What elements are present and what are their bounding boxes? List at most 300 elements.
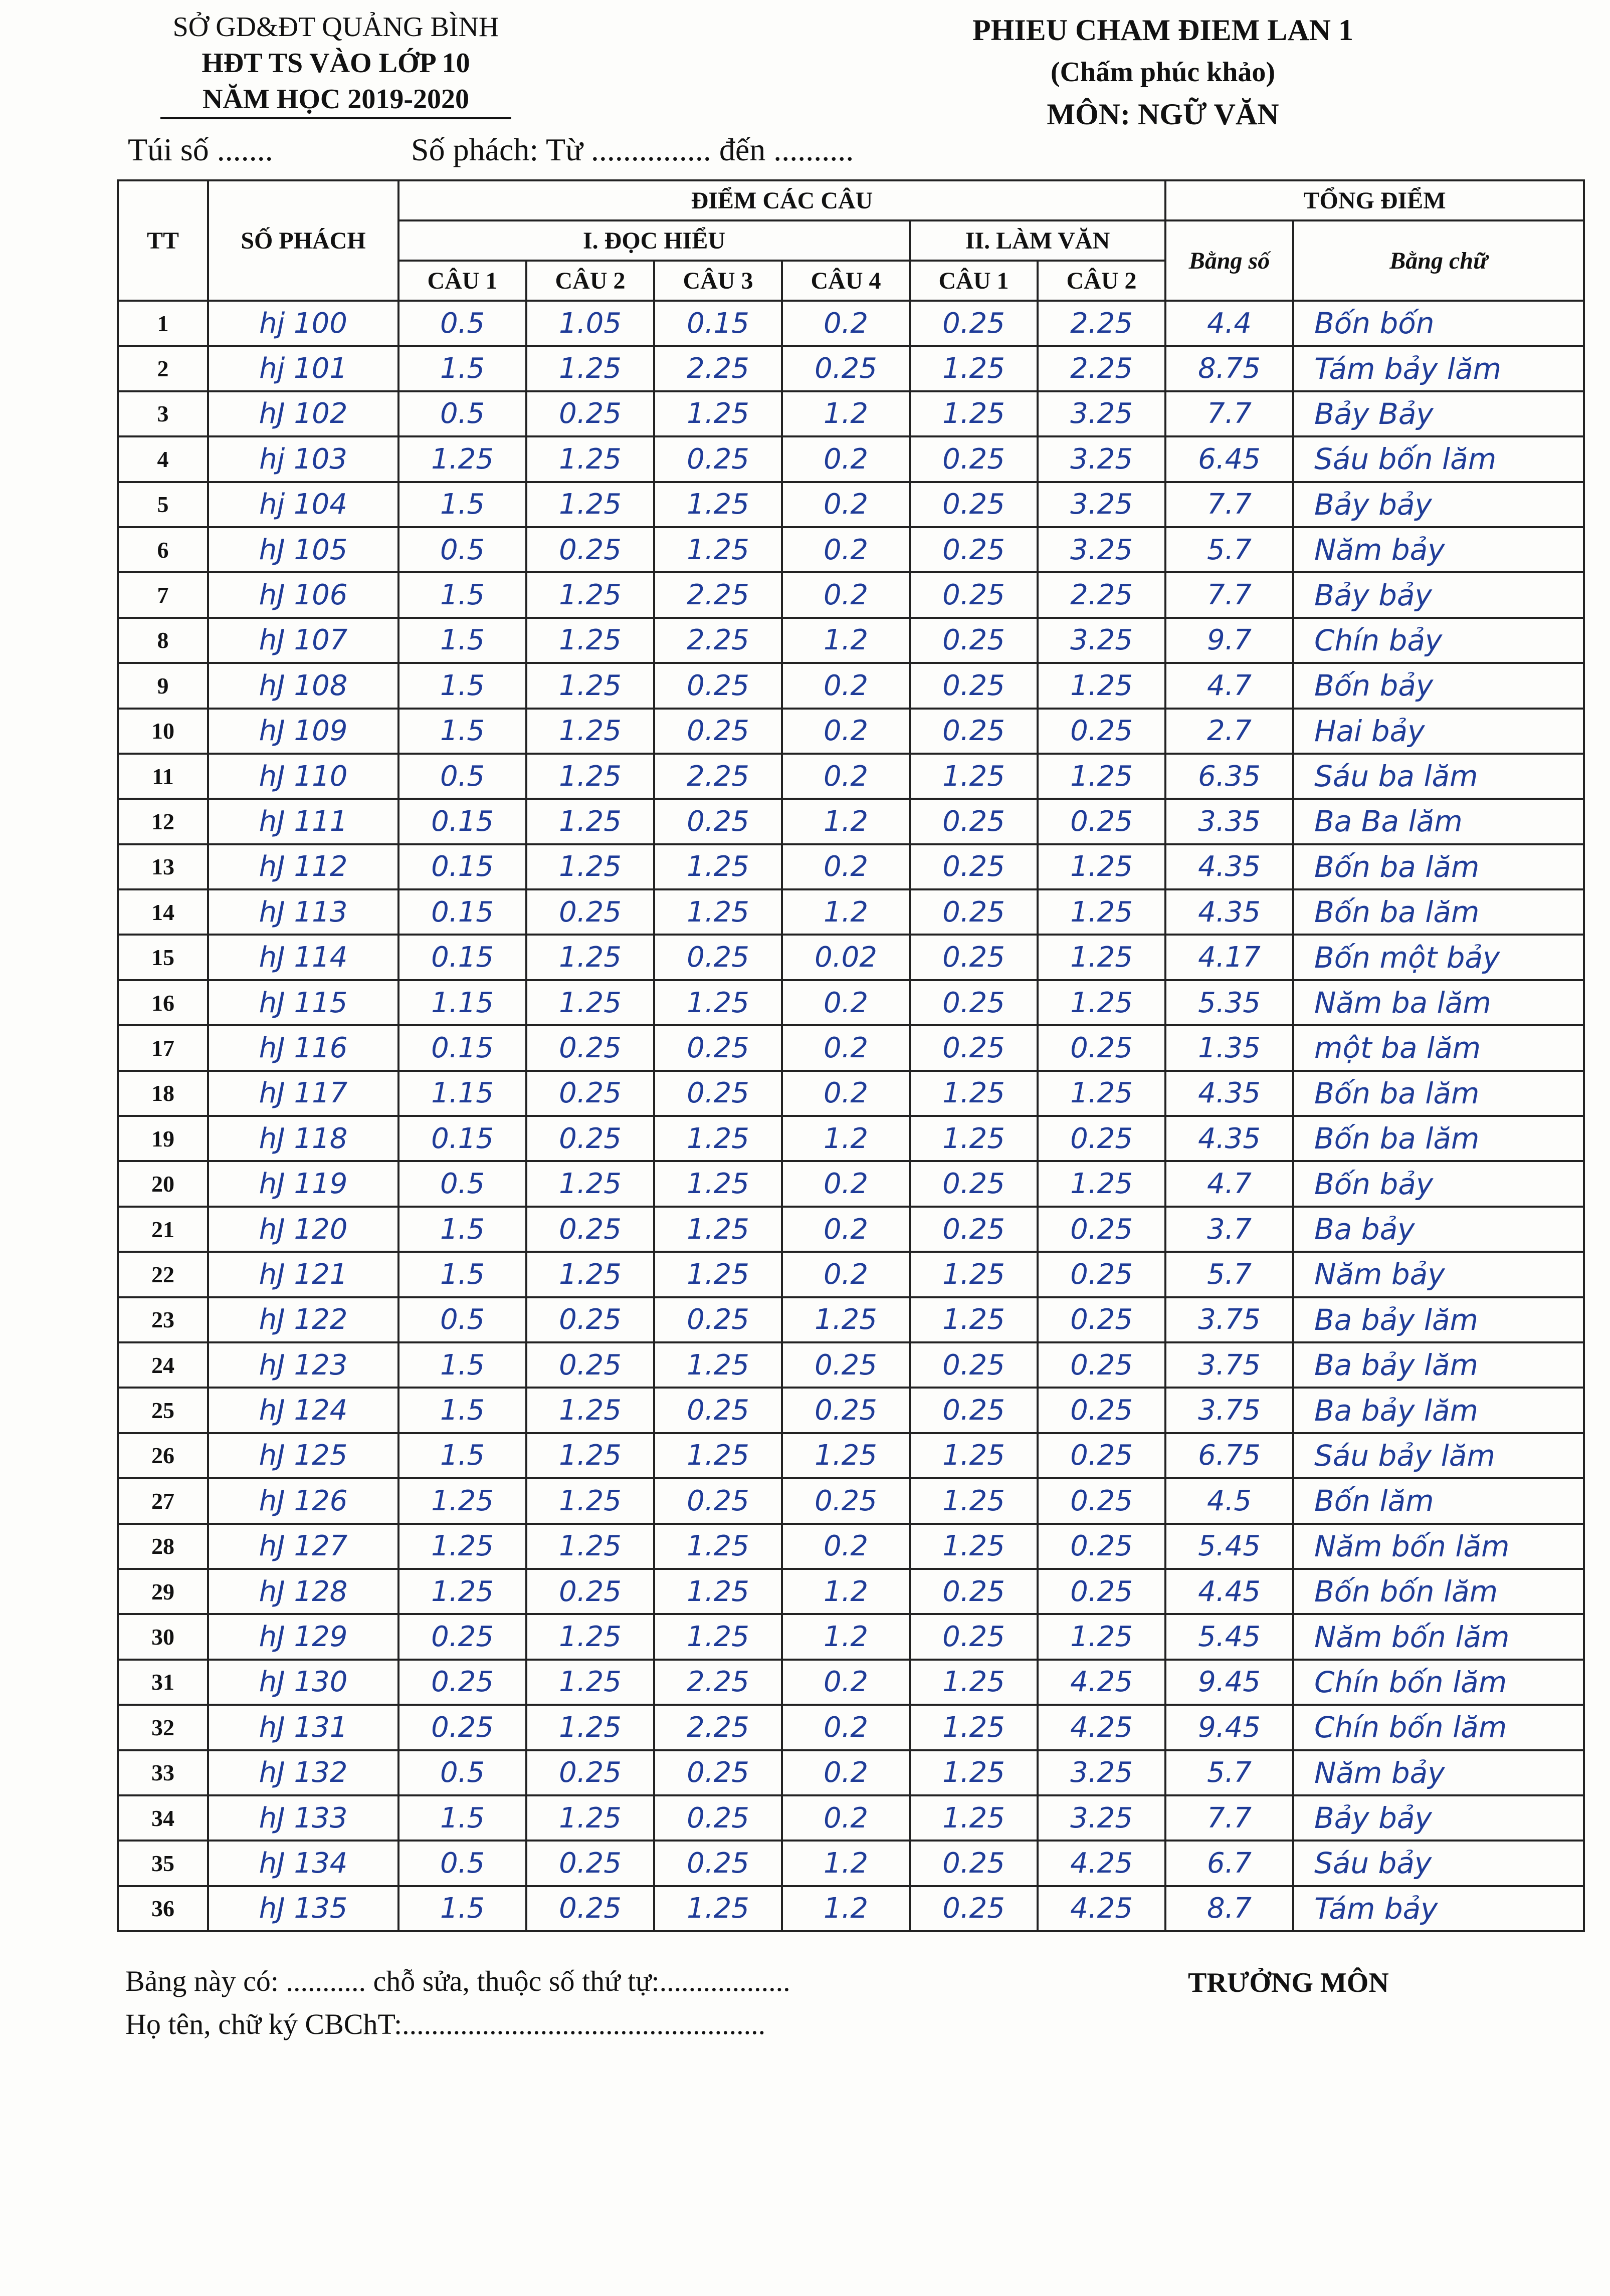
row-number: 9: [118, 663, 208, 708]
reading-q4-score: 0.25: [782, 1342, 910, 1388]
table-row: [118, 709, 1584, 754]
writing-q1-score: 0.25: [910, 799, 1038, 844]
reading-q2-score: 1.25: [526, 482, 654, 527]
total-words: Bốn bốn: [1293, 301, 1584, 346]
slip-code: hJ 107: [208, 618, 398, 663]
total-number: 4.17: [1165, 935, 1293, 980]
writing-q2-score: 0.25: [1038, 1116, 1165, 1161]
writing-q1-score: 0.25: [910, 1841, 1038, 1886]
reading-q2-score: 1.25: [526, 1433, 654, 1478]
total-words: Ba bảy lăm: [1293, 1297, 1584, 1342]
reading-q4-header: CÂU 4: [782, 261, 910, 301]
reading-q1-score: 1.5: [398, 1342, 526, 1388]
reading-q2-score: 1.25: [526, 799, 654, 844]
reading-q1-score: 0.25: [398, 1660, 526, 1705]
subject-label: MÔN: NGỮ VĂN: [1047, 98, 1279, 131]
reading-q3-score: 2.25: [654, 618, 782, 663]
slip-code: hJ 105: [208, 527, 398, 572]
total-words: Năm bảy: [1293, 527, 1584, 572]
total-number: 9.45: [1165, 1660, 1293, 1705]
total-words: Bảy Bảy: [1293, 391, 1584, 436]
writing-q2-score: 3.25: [1038, 618, 1165, 663]
reading-q3-score: 1.25: [654, 1252, 782, 1297]
writing-q1-score: 1.25: [910, 1524, 1038, 1569]
reading-q4-score: 1.2: [782, 391, 910, 436]
reading-q4-score: 0.2: [782, 980, 910, 1025]
reading-q3-score: 2.25: [654, 754, 782, 799]
writing-q1-score: 0.25: [910, 1342, 1038, 1388]
reading-q1-score: 1.5: [398, 1388, 526, 1433]
reading-q3-score: 0.25: [654, 1795, 782, 1841]
writing-q2-score: 0.25: [1038, 1524, 1165, 1569]
department-name: SỞ GD&ĐT QUẢNG BÌNH: [172, 12, 499, 43]
writing-q2-score: 3.25: [1038, 436, 1165, 482]
total-words: Năm bốn lăm: [1293, 1614, 1584, 1659]
form-title-block: [912, 9, 1414, 135]
writing-q2-score: 2.25: [1038, 346, 1165, 391]
row-number: 29: [118, 1569, 208, 1614]
writing-q2-score: 0.25: [1038, 1569, 1165, 1614]
reading-q2-score: 1.25: [526, 754, 654, 799]
reading-q2-score: 0.25: [526, 391, 654, 436]
reading-q3-score: 2.25: [654, 346, 782, 391]
writing-q1-score: 0.25: [910, 1886, 1038, 1931]
writing-q2-score: 1.25: [1038, 663, 1165, 708]
reading-q4-score: 0.2: [782, 482, 910, 527]
row-number: 24: [118, 1342, 208, 1388]
reading-q2-score: 0.25: [526, 1841, 654, 1886]
col-code-header: SỐ PHÁCH: [208, 180, 398, 301]
writing-q1-score: 0.25: [910, 482, 1038, 527]
reading-q1-score: 1.5: [398, 572, 526, 617]
slip-code: hJ 120: [208, 1207, 398, 1252]
writing-q2-score: 3.25: [1038, 527, 1165, 572]
reading-q2-header: CÂU 2: [526, 261, 654, 301]
total-number: 5.45: [1165, 1614, 1293, 1659]
reading-q2-score: 0.25: [526, 1207, 654, 1252]
total-number: 5.7: [1165, 527, 1293, 572]
total-words: Chín bốn lăm: [1293, 1705, 1584, 1750]
reading-q4-score: 0.2: [782, 844, 910, 889]
reading-q3-score: 0.25: [654, 1841, 782, 1886]
row-number: 7: [118, 572, 208, 617]
table-row: [118, 572, 1584, 617]
writing-q1-score: 1.25: [910, 754, 1038, 799]
table-row: [118, 1207, 1584, 1252]
table-row: [118, 1524, 1584, 1569]
writing-q2-score: 1.25: [1038, 1614, 1165, 1659]
writing-q1-score: 0.25: [910, 301, 1038, 346]
slip-code: hJ 132: [208, 1750, 398, 1795]
col-tt-header: TT: [118, 180, 208, 301]
table-row: [118, 482, 1584, 527]
reading-q4-score: 1.2: [782, 1116, 910, 1161]
writing-q2-score: 0.25: [1038, 1025, 1165, 1070]
row-number: 15: [118, 935, 208, 980]
writing-q1-score: 1.25: [910, 1795, 1038, 1841]
reading-q2-score: 1.25: [526, 618, 654, 663]
reading-q1-score: 0.5: [398, 391, 526, 436]
reading-q3-score: 0.25: [654, 1750, 782, 1795]
row-number: 31: [118, 1660, 208, 1705]
total-words: Bốn bảy: [1293, 1161, 1584, 1206]
slip-code: hJ 116: [208, 1025, 398, 1070]
writing-q1-header: CÂU 1: [910, 261, 1038, 301]
writing-q2-score: 1.25: [1038, 844, 1165, 889]
bag-number-field: Túi số .......: [128, 132, 273, 167]
total-words: Năm bảy: [1293, 1750, 1584, 1795]
writing-q2-score: 3.25: [1038, 391, 1165, 436]
reading-q2-score: 0.25: [526, 1886, 654, 1931]
slip-code: hJ 110: [208, 754, 398, 799]
reading-q1-score: 1.5: [398, 663, 526, 708]
total-number: 4.4: [1165, 301, 1293, 346]
row-number: 10: [118, 709, 208, 754]
reading-q4-score: 0.2: [782, 572, 910, 617]
reading-q4-score: 1.25: [782, 1297, 910, 1342]
total-words: Sáu ba lăm: [1293, 754, 1584, 799]
table-row: [118, 1388, 1584, 1433]
table-row: [118, 1886, 1584, 1931]
writing-q1-score: 1.25: [910, 1433, 1038, 1478]
total-number: 5.35: [1165, 980, 1293, 1025]
total-words: Ba bảy lăm: [1293, 1388, 1584, 1433]
total-words: Bốn một bảy: [1293, 935, 1584, 980]
writing-q2-score: 1.25: [1038, 889, 1165, 935]
table-row: [118, 346, 1584, 391]
row-number: 11: [118, 754, 208, 799]
writing-q2-score: 0.25: [1038, 1252, 1165, 1297]
writing-q2-score: 4.25: [1038, 1886, 1165, 1931]
head-of-subject-label: TRƯỞNG MÔN: [1188, 1967, 1389, 1998]
reading-q3-score: 0.25: [654, 1388, 782, 1433]
total-words: Chín bốn lăm: [1293, 1660, 1584, 1705]
table-row: [118, 301, 1584, 346]
reading-q2-score: 1.25: [526, 844, 654, 889]
total-words: Bốn ba lăm: [1293, 1116, 1584, 1161]
reading-q4-score: 1.2: [782, 1569, 910, 1614]
writing-q2-score: 1.25: [1038, 754, 1165, 799]
reading-q3-score: 0.25: [654, 436, 782, 482]
total-number: 7.7: [1165, 482, 1293, 527]
reading-q4-score: 0.25: [782, 346, 910, 391]
reading-q3-score: 1.25: [654, 1161, 782, 1206]
slip-code: hJ 119: [208, 1161, 398, 1206]
score-rows: [118, 301, 1584, 1931]
slip-code: hJ 114: [208, 935, 398, 980]
writing-q1-score: 0.25: [910, 935, 1038, 980]
reading-q2-score: 0.25: [526, 1297, 654, 1342]
writing-q1-score: 0.25: [910, 1614, 1038, 1659]
writing-q1-score: 0.25: [910, 844, 1038, 889]
writing-q1-score: 0.25: [910, 527, 1038, 572]
reading-q2-score: 1.25: [526, 1524, 654, 1569]
reading-q4-score: 0.2: [782, 1524, 910, 1569]
total-words: Ba bảy lăm: [1293, 1342, 1584, 1388]
writing-q2-score: 0.25: [1038, 1478, 1165, 1523]
reading-q2-score: 0.25: [526, 1116, 654, 1161]
reading-q2-score: 0.25: [526, 527, 654, 572]
reading-q2-score: 1.25: [526, 1795, 654, 1841]
reading-q2-score: 1.25: [526, 935, 654, 980]
reading-q2-score: 1.25: [526, 1388, 654, 1433]
reading-q4-score: 0.2: [782, 1795, 910, 1841]
reading-q1-score: 0.15: [398, 1116, 526, 1161]
reading-q1-score: 1.5: [398, 1433, 526, 1478]
reading-q4-score: 1.2: [782, 1614, 910, 1659]
row-number: 3: [118, 391, 208, 436]
reading-q2-score: 1.25: [526, 1252, 654, 1297]
writing-q1-score: 1.25: [910, 346, 1038, 391]
writing-q2-score: 0.25: [1038, 799, 1165, 844]
form-title: PHIEU CHAM ĐIEM LAN 1: [972, 14, 1353, 47]
row-number: 5: [118, 482, 208, 527]
writing-q2-score: 3.25: [1038, 1750, 1165, 1795]
total-words-header: Bằng chữ: [1293, 220, 1584, 301]
reading-q2-score: 1.25: [526, 1614, 654, 1659]
total-number: 3.75: [1165, 1388, 1293, 1433]
row-number: 6: [118, 527, 208, 572]
reading-q1-score: 0.15: [398, 935, 526, 980]
writing-q1-score: 0.25: [910, 1025, 1038, 1070]
total-number: 7.7: [1165, 572, 1293, 617]
row-number: 13: [118, 844, 208, 889]
form-subtitle: (Chấm phúc khảo): [1050, 57, 1276, 88]
table-row: [118, 527, 1584, 572]
slip-code: hJ 128: [208, 1569, 398, 1614]
reading-q4-score: 0.2: [782, 1207, 910, 1252]
reading-q1-score: 1.15: [398, 1071, 526, 1116]
corrections-line: Bảng này có: ........... chỗ sửa, thuộc số thứ tự:..................: [125, 1965, 790, 1997]
writing-q1-score: 0.25: [910, 436, 1038, 482]
reading-q1-score: 1.5: [398, 618, 526, 663]
writing-q2-score: 0.25: [1038, 1207, 1165, 1252]
slip-code: hJ 118: [208, 1116, 398, 1161]
reading-q1-score: 1.25: [398, 1478, 526, 1523]
slip-code: hJ 131: [208, 1705, 398, 1750]
writing-q2-score: 0.25: [1038, 1342, 1165, 1388]
slip-code: hJ 111: [208, 799, 398, 844]
reading-q1-score: 0.15: [398, 844, 526, 889]
reading-q3-score: 1.25: [654, 391, 782, 436]
table-row: [118, 1297, 1584, 1342]
reading-q1-score: 1.25: [398, 1569, 526, 1614]
total-number: 6.45: [1165, 436, 1293, 482]
reading-q3-score: 1.25: [654, 1614, 782, 1659]
table-row: [118, 1705, 1584, 1750]
slip-code: hJ 133: [208, 1795, 398, 1841]
reading-q1-score: 1.5: [398, 346, 526, 391]
row-number: 17: [118, 1025, 208, 1070]
slip-code: hj 104: [208, 482, 398, 527]
table-row: [118, 1433, 1584, 1478]
writing-q2-score: 3.25: [1038, 482, 1165, 527]
issuer-block: [160, 9, 511, 119]
table-row: [118, 754, 1584, 799]
section-reading-header: I. ĐỌC HIỂU: [398, 220, 910, 261]
writing-q2-score: 1.25: [1038, 980, 1165, 1025]
reading-q4-score: 0.2: [782, 1252, 910, 1297]
reading-q4-score: 0.2: [782, 1025, 910, 1070]
total-number: 7.7: [1165, 1795, 1293, 1841]
writing-q1-score: 1.25: [910, 1297, 1038, 1342]
slip-code: hJ 122: [208, 1297, 398, 1342]
total-number: 5.7: [1165, 1750, 1293, 1795]
table-row: [118, 1750, 1584, 1795]
row-number: 30: [118, 1614, 208, 1659]
reading-q2-score: 1.25: [526, 1705, 654, 1750]
row-number: 36: [118, 1886, 208, 1931]
total-number: 6.35: [1165, 754, 1293, 799]
total-number-header: Bằng số: [1165, 220, 1293, 301]
reading-q3-score: 2.25: [654, 572, 782, 617]
total-number: 4.5: [1165, 1478, 1293, 1523]
reading-q3-score: 1.25: [654, 1116, 782, 1161]
table-row: [118, 618, 1584, 663]
reading-q2-score: 1.25: [526, 709, 654, 754]
reading-q1-score: 1.5: [398, 1886, 526, 1931]
row-number: 18: [118, 1071, 208, 1116]
reading-q4-score: 1.2: [782, 889, 910, 935]
writing-q2-score: 2.25: [1038, 301, 1165, 346]
reading-q4-score: 0.2: [782, 663, 910, 708]
total-number: 5.45: [1165, 1524, 1293, 1569]
total-number: 2.7: [1165, 709, 1293, 754]
reading-q4-score: 0.2: [782, 1750, 910, 1795]
writing-q1-score: 0.25: [910, 980, 1038, 1025]
slip-code: hJ 117: [208, 1071, 398, 1116]
reading-q3-score: 0.25: [654, 1071, 782, 1116]
table-row: [118, 935, 1584, 980]
writing-q1-score: 1.25: [910, 391, 1038, 436]
table-row: [118, 1478, 1584, 1523]
row-number: 27: [118, 1478, 208, 1523]
reading-q3-score: 2.25: [654, 1660, 782, 1705]
reading-q1-score: 1.5: [398, 1207, 526, 1252]
row-number: 28: [118, 1524, 208, 1569]
slip-code: hJ 112: [208, 844, 398, 889]
total-words: Ba Ba lăm: [1293, 799, 1584, 844]
reading-q3-score: 0.25: [654, 1025, 782, 1070]
reading-q4-score: 1.2: [782, 1886, 910, 1931]
reading-q4-score: 0.2: [782, 1660, 910, 1705]
total-words: Hai bảy: [1293, 709, 1584, 754]
reading-q4-score: 0.2: [782, 1071, 910, 1116]
row-number: 16: [118, 980, 208, 1025]
total-words: Bốn ba lăm: [1293, 1071, 1584, 1116]
total-words: Bảy bảy: [1293, 482, 1584, 527]
table-row: [118, 1795, 1584, 1841]
table-row: [118, 1660, 1584, 1705]
row-number: 8: [118, 618, 208, 663]
reading-q2-score: 1.25: [526, 980, 654, 1025]
slip-code: hJ 127: [208, 1524, 398, 1569]
writing-q2-score: 4.25: [1038, 1841, 1165, 1886]
writing-q1-score: 1.25: [910, 1071, 1038, 1116]
slip-code: hJ 135: [208, 1886, 398, 1931]
reading-q4-score: 0.2: [782, 709, 910, 754]
total-words: Bốn ba lăm: [1293, 844, 1584, 889]
total-number: 4.35: [1165, 889, 1293, 935]
writing-q1-score: 1.25: [910, 1116, 1038, 1161]
writing-q1-score: 1.25: [910, 1705, 1038, 1750]
writing-q2-score: 3.25: [1038, 1795, 1165, 1841]
reading-q4-score: 1.2: [782, 799, 910, 844]
total-number: 1.35: [1165, 1025, 1293, 1070]
slip-code: hJ 134: [208, 1841, 398, 1886]
reading-q1-score: 0.5: [398, 527, 526, 572]
slip-code: hJ 121: [208, 1252, 398, 1297]
row-number: 26: [118, 1433, 208, 1478]
total-words: Bốn ba lăm: [1293, 889, 1584, 935]
writing-q1-score: 0.25: [910, 1207, 1038, 1252]
slip-code: hJ 129: [208, 1614, 398, 1659]
total-number: 9.45: [1165, 1705, 1293, 1750]
reading-q2-score: 1.05: [526, 301, 654, 346]
reading-q3-score: 1.25: [654, 527, 782, 572]
table-row: [118, 844, 1584, 889]
total-number: 5.7: [1165, 1252, 1293, 1297]
writing-q1-score: 1.25: [910, 1252, 1038, 1297]
reading-q3-score: 1.25: [654, 1569, 782, 1614]
table-row: [118, 889, 1584, 935]
table-row: [118, 1025, 1584, 1070]
total-words: một ba lăm: [1293, 1025, 1584, 1070]
slip-code: hJ 115: [208, 980, 398, 1025]
total-words: Bốn bốn lăm: [1293, 1569, 1584, 1614]
writing-q2-score: 0.25: [1038, 709, 1165, 754]
reading-q2-score: 1.25: [526, 1161, 654, 1206]
reading-q1-score: 0.15: [398, 889, 526, 935]
reading-q2-score: 0.25: [526, 889, 654, 935]
reading-q1-score: 0.25: [398, 1705, 526, 1750]
row-number: 12: [118, 799, 208, 844]
table-row: [118, 1841, 1584, 1886]
total-number: 3.35: [1165, 799, 1293, 844]
reading-q1-score: 0.5: [398, 754, 526, 799]
total-words: Sáu bảy lăm: [1293, 1433, 1584, 1478]
slip-code: hJ 102: [208, 391, 398, 436]
reading-q3-score: 0.25: [654, 1478, 782, 1523]
table-row: [118, 1071, 1584, 1116]
row-number: 34: [118, 1795, 208, 1841]
reading-q1-score: 0.5: [398, 1161, 526, 1206]
signature-line: Họ tên, chữ ký CBChT:..................................................: [125, 2008, 766, 2040]
reading-q2-score: 1.25: [526, 346, 654, 391]
row-number: 25: [118, 1388, 208, 1433]
reading-q1-score: 0.15: [398, 1025, 526, 1070]
row-number: 20: [118, 1161, 208, 1206]
writing-q1-score: 0.25: [910, 709, 1038, 754]
total-number: 6.75: [1165, 1433, 1293, 1478]
table-row: [118, 1252, 1584, 1297]
total-words: Bảy bảy: [1293, 1795, 1584, 1841]
writing-q2-score: 1.25: [1038, 1161, 1165, 1206]
total-group-header: TỔNG ĐIỂM: [1165, 180, 1584, 220]
reading-q2-score: 1.25: [526, 572, 654, 617]
reading-q3-score: 0.25: [654, 709, 782, 754]
table-row: [118, 1116, 1584, 1161]
reading-q3-score: 0.25: [654, 799, 782, 844]
total-number: 4.7: [1165, 663, 1293, 708]
writing-q2-score: 4.25: [1038, 1660, 1165, 1705]
reading-q4-score: 0.2: [782, 527, 910, 572]
reading-q3-score: 0.25: [654, 935, 782, 980]
reading-q3-score: 1.25: [654, 1342, 782, 1388]
table-row: [118, 799, 1584, 844]
reading-q3-score: 1.25: [654, 1433, 782, 1478]
writing-q1-score: 0.25: [910, 889, 1038, 935]
